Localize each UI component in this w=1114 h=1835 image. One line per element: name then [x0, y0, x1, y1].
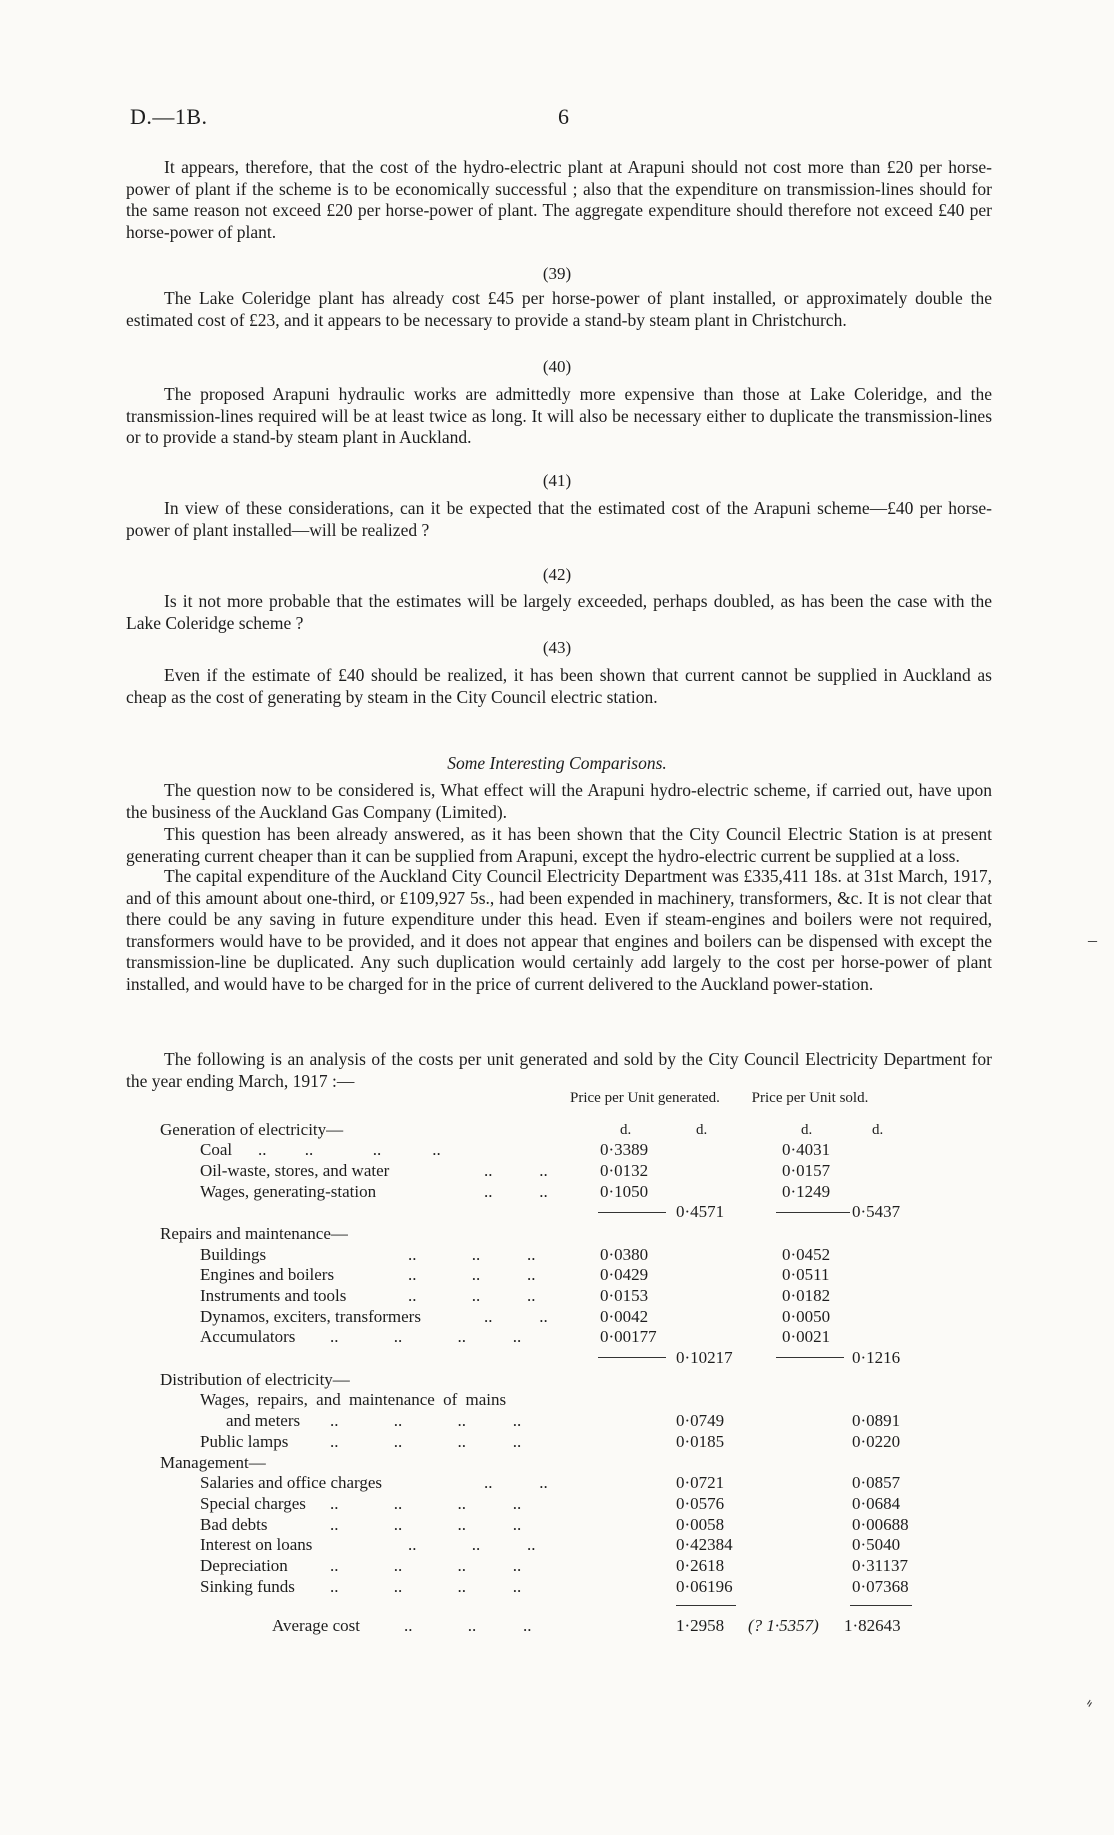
- subtotal-generated: 0·10217: [676, 1348, 733, 1367]
- value-sold: 0·0891: [852, 1411, 901, 1430]
- average-cost-sold: 1·82643: [844, 1616, 901, 1635]
- page-number: 6: [558, 104, 569, 129]
- leader-dots: .. .. ..: [408, 1265, 536, 1284]
- total-rule: [850, 1605, 912, 1606]
- paragraph-41: In view of these considerations, can it be expected that the estimated cost of the Arapuni scheme—£40 per horse-power of plant installed—will be realized ?: [126, 498, 992, 540]
- value-sold: 0·31137: [852, 1556, 909, 1575]
- value-generated: 0·0132: [600, 1161, 649, 1180]
- leader-dots: .. ..: [484, 1473, 548, 1492]
- value-generated: 0·0042: [600, 1307, 649, 1326]
- subtotal-rule: [598, 1212, 666, 1213]
- value-generated: 0·06196: [676, 1577, 733, 1596]
- value-generated: 0·1050: [600, 1182, 649, 1201]
- scan-mark: ⸗: [1081, 1691, 1097, 1713]
- value-generated: 0·3389: [600, 1140, 649, 1159]
- leader-dots: .. ..: [484, 1182, 548, 1201]
- value-sold: 0·0511: [782, 1265, 830, 1284]
- paragraph-number-43: (43): [542, 638, 572, 657]
- row-label: Wages, generating-station: [200, 1182, 377, 1201]
- value-sold: 0·0857: [852, 1473, 901, 1492]
- leader-dots: .. .. .. ..: [258, 1140, 441, 1159]
- subtotal-sold: 0·1216: [852, 1348, 901, 1367]
- unit-label: d.: [872, 1122, 884, 1138]
- paragraph-39: The Lake Coleridge plant has already cost £45 per horse-power of plant installed, or approximately double the estimated cost of £23, and it appears to be necessary to provide a stand-by steam plant in Christchurch.: [126, 288, 992, 330]
- column-header-generated: Price per Unit generated.: [570, 1090, 720, 1106]
- paragraph-42: Is it not more probable that the estimates will be largely exceeded, perhaps doubled, as has been the case with the Lake Coleridge scheme ?: [126, 591, 992, 633]
- leader-dots: .. .. .. ..: [330, 1494, 522, 1513]
- row-label: Coal: [200, 1140, 233, 1159]
- section-title: Some Interesting Comparisons.: [447, 753, 667, 773]
- leader-dots: .. .. ..: [404, 1616, 532, 1635]
- document-reference: D.—1B.: [130, 104, 208, 129]
- average-cost-label: Average cost: [272, 1616, 360, 1635]
- row-label: Engines and boilers: [200, 1265, 335, 1284]
- paragraph-intro: It appears, therefore, that the cost of the hydro-electric plant at Arapuni should not cost more than £20 per horse-power of plant if the scheme is to be economically successful ; also that the expenditure on transmission-lines should for the same reason not exceed £20 per horse-power of plant. The aggregate expenditure should therefore not exceed £40 per horse-power of plant.: [126, 157, 992, 242]
- leader-dots: .. ..: [484, 1307, 548, 1326]
- subtotal-rule: [598, 1357, 666, 1358]
- row-label: Dynamos, exciters, transformers: [200, 1307, 421, 1326]
- row-label: Depreciation: [200, 1556, 288, 1575]
- value-generated: 0·0153: [600, 1286, 649, 1305]
- value-sold: 0·0220: [852, 1432, 901, 1451]
- value-sold: 0·0050: [782, 1307, 831, 1326]
- subtotal-rule: [776, 1212, 850, 1213]
- value-generated: 0·0058: [676, 1515, 725, 1534]
- leader-dots: .. .. .. ..: [330, 1327, 522, 1346]
- paragraph-number-41: (41): [542, 471, 572, 490]
- value-sold: 0·00688: [852, 1515, 909, 1534]
- subtotal-generated: 0·4571: [676, 1202, 725, 1221]
- paragraph-40: The proposed Arapuni hydraulic works are admittedly more expensive than those at Lake Coleridge, and the transmission-lines required will be at least twice as long. It will also be necessary either to duplicate the transmission-lines or to provide a stand-by steam plant in Auckland.: [126, 384, 992, 447]
- leader-dots: .. .. ..: [408, 1535, 536, 1554]
- leader-dots: .. ..: [484, 1161, 548, 1180]
- value-generated: 0·0749: [676, 1411, 725, 1430]
- leader-dots: .. .. .. ..: [330, 1515, 522, 1534]
- unit-label: d.: [696, 1122, 708, 1138]
- value-sold: 0·4031: [782, 1140, 831, 1159]
- row-label: Buildings: [200, 1245, 267, 1264]
- unit-label: d.: [801, 1122, 813, 1138]
- scan-mark: –: [1088, 930, 1097, 950]
- leader-dots: .. .. .. ..: [330, 1577, 522, 1596]
- leader-dots: .. .. ..: [408, 1286, 536, 1305]
- row-label: Interest on loans: [200, 1535, 313, 1554]
- section-heading-management: Management—: [160, 1453, 266, 1472]
- value-sold: 0·0684: [852, 1494, 901, 1513]
- section-heading-repairs: Repairs and maintenance—: [160, 1224, 348, 1243]
- value-generated: 0·42384: [676, 1535, 733, 1554]
- value-generated: 0·00177: [600, 1327, 657, 1346]
- section-paragraph-1: The question now to be considered is, What effect will the Arapuni hydro-electric scheme, if carried out, have upon the business of the Auckland Gas Company (Limited).: [126, 780, 992, 822]
- total-rule: [676, 1605, 736, 1606]
- value-sold: 0·1249: [782, 1182, 831, 1201]
- leader-dots: .. .. ..: [408, 1245, 536, 1264]
- row-label: Oil-waste, stores, and water: [200, 1161, 390, 1180]
- row-label: Sinking funds: [200, 1577, 295, 1596]
- section-heading-generation: Generation of electricity—: [160, 1120, 344, 1139]
- value-sold: 0·07368: [852, 1577, 909, 1596]
- value-generated: 0·0576: [676, 1494, 725, 1513]
- value-generated: 0·0429: [600, 1265, 649, 1284]
- paragraph-number-42: (42): [542, 565, 572, 584]
- value-sold: 0·5040: [852, 1535, 901, 1554]
- column-header-sold: Price per Unit sold.: [751, 1090, 869, 1106]
- leader-dots: .. .. .. ..: [330, 1411, 522, 1430]
- average-cost-generated: 1·2958: [676, 1616, 725, 1635]
- subtotal-sold: 0·5437: [852, 1202, 901, 1221]
- value-generated: 0·0721: [676, 1473, 725, 1492]
- row-label: Bad debts: [200, 1515, 268, 1534]
- unit-label: d.: [620, 1122, 632, 1138]
- value-sold: 0·0021: [782, 1327, 831, 1346]
- row-label: Wages, repairs, and maintenance of mains: [200, 1390, 507, 1409]
- row-label: Instruments and tools: [200, 1286, 347, 1305]
- section-paragraph-2: This question has been already answered, as it has been shown that the City Council Electric Station is at present generating current cheaper than it can be supplied from Arapuni, except the hydro-electric current be supplied at a loss.: [126, 824, 992, 866]
- row-label: Salaries and office charges: [200, 1473, 383, 1492]
- value-generated: 0·2618: [676, 1556, 725, 1575]
- row-label: Accumulators: [200, 1327, 296, 1346]
- value-sold: 0·0182: [782, 1286, 831, 1305]
- section-paragraph-3: The capital expenditure of the Auckland City Council Electricity Department was £335,411 18s. at 31st March, 1917, and of this amount about one-third, or £109,927 5s., had been expended in machinery, transformers, &c. It is not clear that there could be any saving in future expenditure under this head. Even if steam-engines and boilers were not required, transformers would have to be provided, and it does not appear that engines and boilers can be dispensed with except the transmission-line be duplicated. Any such duplication would certainly add largely to the cost per horse-power of plant installed, and would have to be charged for in the price of current delivered to the Auckland power-station.: [126, 866, 992, 994]
- value-sold: 0·0157: [782, 1161, 831, 1180]
- row-label: Special charges: [200, 1494, 306, 1513]
- value-sold: 0·0452: [782, 1245, 831, 1264]
- value-generated: 0·0380: [600, 1245, 649, 1264]
- subtotal-rule: [776, 1357, 844, 1358]
- leader-dots: .. .. .. ..: [330, 1432, 522, 1451]
- paragraph-number-39: (39): [542, 264, 572, 283]
- row-label: Public lamps: [200, 1432, 289, 1451]
- average-cost-note: (? 1·5357): [748, 1616, 819, 1635]
- paragraph-number-40: (40): [542, 357, 572, 376]
- row-label: and meters: [226, 1411, 301, 1430]
- leader-dots: .. .. .. ..: [330, 1556, 522, 1575]
- section-heading-distribution: Distribution of electricity—: [160, 1370, 350, 1389]
- section-paragraph-4: The following is an analysis of the costs per unit generated and sold by the City Council Electricity Department for the year ending March, 1917 :—: [126, 1049, 992, 1091]
- value-generated: 0·0185: [676, 1432, 725, 1451]
- paragraph-43: Even if the estimate of £40 should be realized, it has been shown that current cannot be supplied in Auckland as cheap as the cost of generating by steam in the City Council electric station.: [126, 665, 992, 707]
